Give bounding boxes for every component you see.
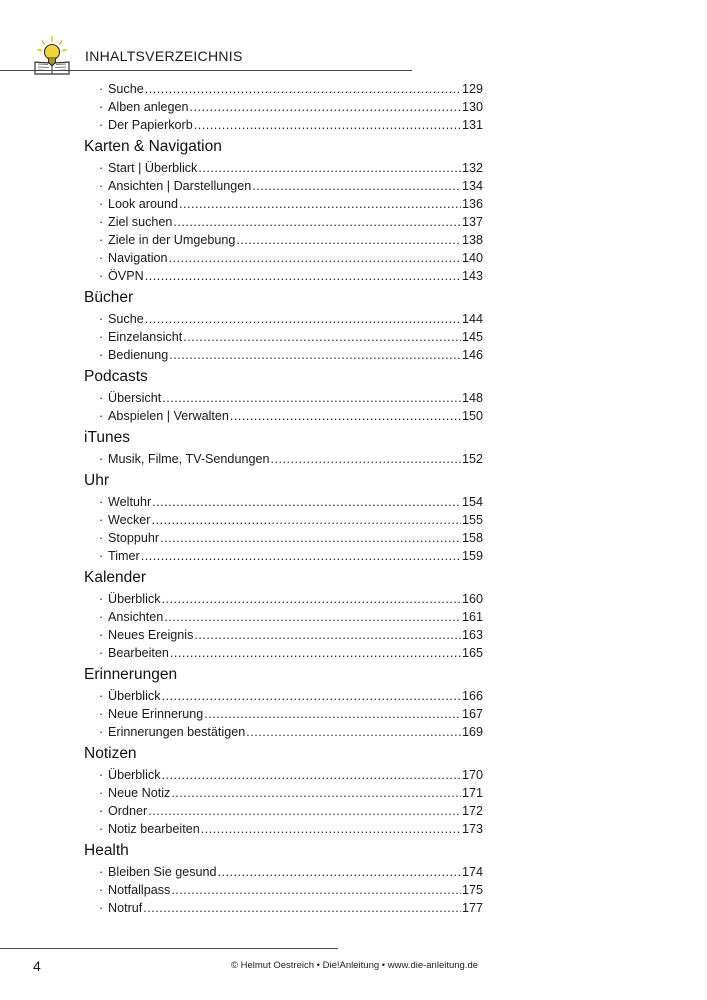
toc-entry-page: 144	[461, 312, 483, 326]
dot-leader	[162, 766, 461, 784]
toc-entry	[84, 116, 483, 134]
bullet-icon: ·	[99, 804, 104, 818]
dot-leader	[145, 267, 461, 285]
toc-entry	[84, 310, 483, 328]
toc-entry-label: Weltuhr	[108, 495, 152, 509]
bullet-icon: ·	[99, 707, 104, 721]
toc-entry	[84, 590, 483, 608]
footer-rule	[0, 948, 338, 949]
dot-leader	[179, 195, 461, 213]
page-header	[0, 36, 412, 72]
bullet-icon: ·	[99, 348, 104, 362]
bullet-icon: ·	[99, 786, 104, 800]
toc-entry	[84, 547, 483, 565]
toc-entry-label: Überblick	[108, 768, 161, 782]
toc-entry	[84, 328, 483, 346]
table-of-contents	[84, 80, 500, 917]
bullet-icon: ·	[99, 161, 104, 175]
footer-credit: © Helmut Oestreich • Die!Anleitung • www.die-anleitung.de	[231, 960, 479, 971]
bullet-icon: ·	[99, 865, 104, 879]
dot-leader	[160, 529, 461, 547]
dot-leader	[171, 881, 461, 899]
toc-entry	[84, 644, 483, 662]
toc-entry	[84, 784, 483, 802]
toc-entry-label: Bearbeiten	[108, 646, 169, 660]
toc-entry	[84, 687, 483, 705]
section-title: iTunes	[84, 429, 130, 446]
toc-entry-label: Navigation	[108, 251, 168, 265]
toc-entry	[84, 802, 483, 820]
toc-entry-label: Ziel suchen	[108, 215, 173, 229]
toc-entry-label: Abspielen | Verwalten	[108, 409, 229, 423]
section-title: Health	[84, 842, 129, 859]
toc-entry	[84, 213, 483, 231]
toc-entry-page: 138	[461, 233, 483, 247]
bullet-icon: ·	[99, 409, 104, 423]
bullet-icon: ·	[99, 883, 104, 897]
toc-entry	[84, 249, 483, 267]
dot-leader	[183, 328, 461, 346]
toc-entry	[84, 863, 483, 881]
dot-leader	[145, 80, 461, 98]
bullet-icon: ·	[99, 82, 104, 96]
bullet-icon: ·	[99, 452, 104, 466]
bullet-icon: ·	[99, 822, 104, 836]
toc-entry	[84, 529, 483, 547]
dot-leader	[201, 820, 461, 838]
dot-leader	[164, 608, 461, 626]
toc-entry-page: 158	[461, 531, 483, 545]
bullet-icon: ·	[99, 725, 104, 739]
toc-entry-page: 140	[461, 251, 483, 265]
dot-leader	[171, 784, 461, 802]
toc-entry	[84, 493, 483, 511]
toc-entry	[84, 159, 483, 177]
dot-leader	[145, 310, 461, 328]
toc-entry-page: 175	[461, 883, 483, 897]
toc-entry	[84, 177, 483, 195]
bullet-icon: ·	[99, 610, 104, 624]
toc-entry-label: ÖVPN	[108, 269, 144, 283]
toc-entry-page: 166	[461, 689, 483, 703]
section-title: Uhr	[84, 472, 109, 489]
toc-entry	[84, 407, 483, 425]
bullet-icon: ·	[99, 197, 104, 211]
toc-entry	[84, 820, 483, 838]
toc-entry-page: 174	[461, 865, 483, 879]
bullet-icon: ·	[99, 646, 104, 660]
toc-entry-page: 145	[461, 330, 483, 344]
toc-entry-label: Start | Überblick	[108, 161, 198, 175]
toc-entry-label: Suche	[108, 82, 144, 96]
dot-leader	[230, 407, 461, 425]
page-number: 4	[33, 958, 41, 974]
toc-entry-label: Notiz bearbeiten	[108, 822, 200, 836]
toc-entry-page: 169	[461, 725, 483, 739]
toc-entry-label: Wecker	[108, 513, 151, 527]
dot-leader	[236, 231, 461, 249]
toc-entry-label: Musik, Filme, TV-Sendungen	[108, 452, 270, 466]
bullet-icon: ·	[99, 269, 104, 283]
toc-entry-label: Der Papierkorb	[108, 118, 193, 132]
toc-entry-page: 165	[461, 646, 483, 660]
section-title: Notizen	[84, 745, 137, 762]
toc-entry	[84, 881, 483, 899]
dot-leader	[141, 547, 461, 565]
bullet-icon: ·	[99, 628, 104, 642]
toc-entry-label: Überblick	[108, 592, 161, 606]
toc-entry-label: Bleiben Sie gesund	[108, 865, 217, 879]
toc-entry-page: 167	[461, 707, 483, 721]
bullet-icon: ·	[99, 592, 104, 606]
bullet-icon: ·	[99, 513, 104, 527]
toc-entry-page: 163	[461, 628, 483, 642]
dot-leader	[151, 511, 461, 529]
section-title: Bücher	[84, 289, 134, 306]
toc-entry-label: Look around	[108, 197, 179, 211]
toc-entry-page: 173	[461, 822, 483, 836]
toc-entry-page: 160	[461, 592, 483, 606]
toc-entry-label: Neue Notiz	[108, 786, 171, 800]
toc-entry-page: 150	[461, 409, 483, 423]
toc-entry-page: 132	[461, 161, 483, 175]
toc-entry-page: 148	[461, 391, 483, 405]
dot-leader	[148, 802, 461, 820]
dot-leader	[162, 389, 461, 407]
dot-leader	[162, 590, 461, 608]
toc-entry	[84, 389, 483, 407]
dot-leader	[152, 493, 461, 511]
toc-entry	[84, 511, 483, 529]
toc-entry-page: 172	[461, 804, 483, 818]
dot-leader	[194, 626, 461, 644]
toc-entry-label: Erinnerungen bestätigen	[108, 725, 246, 739]
header-title: INHALTSVERZEICHNIS	[85, 48, 243, 64]
toc-entry-label: Bedienung	[108, 348, 169, 362]
toc-entry-page: 146	[461, 348, 483, 362]
toc-entry-label: Timer	[108, 549, 140, 563]
toc-entry-page: 170	[461, 768, 483, 782]
bullet-icon: ·	[99, 768, 104, 782]
toc-entry-page: 161	[461, 610, 483, 624]
toc-entry	[84, 626, 483, 644]
toc-entry-page: 152	[461, 452, 483, 466]
toc-entry-label: Ansichten	[108, 610, 164, 624]
toc-entry	[84, 899, 483, 917]
bullet-icon: ·	[99, 251, 104, 265]
dot-leader	[198, 159, 461, 177]
section-title: Kalender	[84, 569, 147, 586]
dot-leader	[169, 346, 461, 364]
toc-entry-label: Neues Ereignis	[108, 628, 194, 642]
dot-leader	[194, 116, 461, 134]
toc-entry	[84, 231, 483, 249]
dot-leader	[270, 450, 461, 468]
bullet-icon: ·	[99, 330, 104, 344]
toc-entry-page: 171	[461, 786, 483, 800]
toc-entry-label: Suche	[108, 312, 144, 326]
toc-entry	[84, 98, 483, 116]
dot-leader	[246, 723, 461, 741]
section-title: Podcasts	[84, 368, 148, 385]
toc-entry-page: 131	[461, 118, 483, 132]
toc-entry	[84, 608, 483, 626]
bullet-icon: ·	[99, 901, 104, 915]
toc-entry-page: 159	[461, 549, 483, 563]
toc-entry-label: Notruf	[108, 901, 143, 915]
toc-entry-page: 143	[461, 269, 483, 283]
toc-entry-label: Überblick	[108, 689, 161, 703]
toc-entry-page: 129	[461, 82, 483, 96]
toc-entry-page: 154	[461, 495, 483, 509]
toc-entry-label: Ansichten | Darstellungen	[108, 179, 252, 193]
toc-entry	[84, 766, 483, 784]
bullet-icon: ·	[99, 100, 104, 114]
dot-leader	[173, 213, 461, 231]
toc-entry	[84, 723, 483, 741]
toc-entry	[84, 450, 483, 468]
dot-leader	[204, 705, 461, 723]
toc-entry-label: Einzelansicht	[108, 330, 183, 344]
toc-entry	[84, 267, 483, 285]
toc-entry-page: 134	[461, 179, 483, 193]
toc-entry-label: Notfallpass	[108, 883, 171, 897]
toc-entry	[84, 195, 483, 213]
toc-entry-page: 137	[461, 215, 483, 229]
toc-entry-label: Neue Erinnerung	[108, 707, 204, 721]
dot-leader	[170, 644, 461, 662]
bullet-icon: ·	[99, 495, 104, 509]
toc-entry-label: Ordner	[108, 804, 148, 818]
bullet-icon: ·	[99, 215, 104, 229]
toc-entry-label: Übersicht	[108, 391, 162, 405]
toc-entry-label: Alben anlegen	[108, 100, 189, 114]
bullet-icon: ·	[99, 233, 104, 247]
dot-leader	[252, 177, 461, 195]
section-title: Karten & Navigation	[84, 138, 222, 155]
section-title: Erinnerungen	[84, 666, 178, 683]
bullet-icon: ·	[99, 391, 104, 405]
toc-entry-page: 136	[461, 197, 483, 211]
toc-entry-label: Stoppuhr	[108, 531, 160, 545]
dot-leader	[190, 98, 461, 116]
toc-entry	[84, 705, 483, 723]
toc-entry	[84, 346, 483, 364]
bullet-icon: ·	[99, 531, 104, 545]
dot-leader	[169, 249, 461, 267]
toc-entry-label: Ziele in der Umgebung	[108, 233, 236, 247]
bullet-icon: ·	[99, 549, 104, 563]
dot-leader	[143, 899, 461, 917]
bullet-icon: ·	[99, 179, 104, 193]
bullet-icon: ·	[99, 118, 104, 132]
toc-entry-page: 177	[461, 901, 483, 915]
bullet-icon: ·	[99, 312, 104, 326]
toc-entry	[84, 80, 483, 98]
dot-leader	[162, 687, 461, 705]
bullet-icon: ·	[99, 689, 104, 703]
header-rule	[0, 70, 412, 71]
toc-entry-page: 130	[461, 100, 483, 114]
dot-leader	[218, 863, 461, 881]
toc-entry-page: 155	[461, 513, 483, 527]
